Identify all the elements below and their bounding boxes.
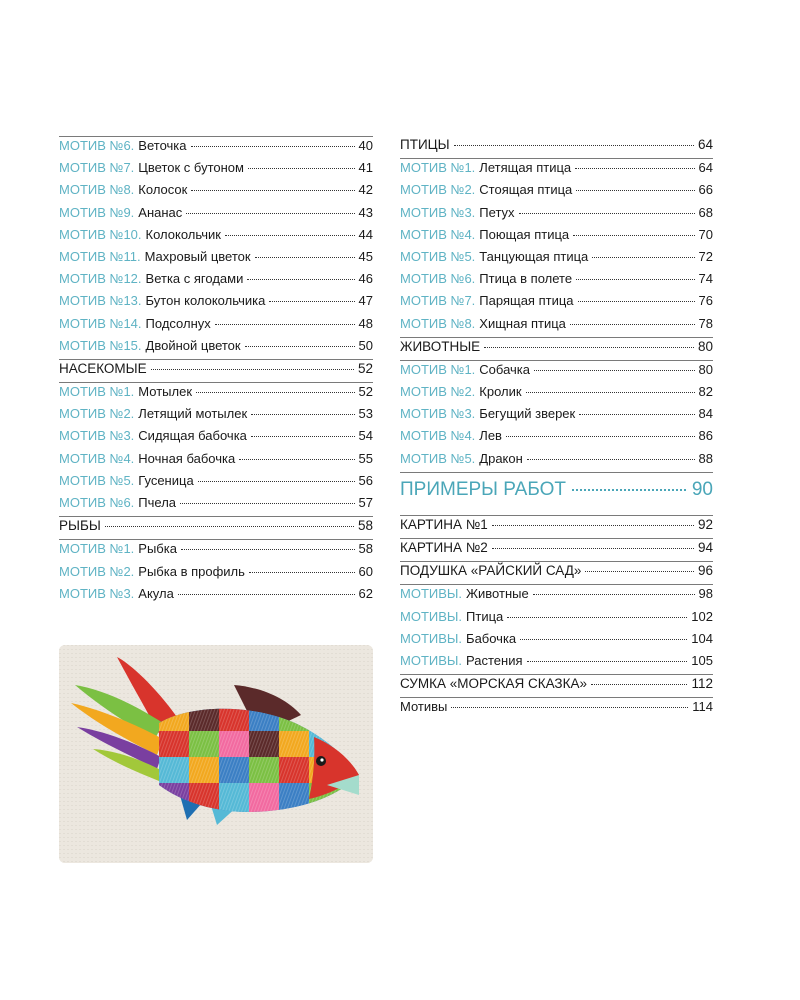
toc-page-number: 80 bbox=[697, 338, 713, 354]
toc-entry bbox=[400, 159, 713, 181]
dot-leader bbox=[585, 571, 694, 572]
toc-entry-title: Колокольчик bbox=[145, 226, 221, 242]
dot-leader bbox=[247, 279, 354, 280]
toc-entry-title: Рыбка bbox=[138, 541, 177, 557]
dot-leader bbox=[181, 549, 355, 550]
toc-entry bbox=[400, 652, 713, 674]
toc-page-number: 66 bbox=[698, 182, 713, 198]
toc-right-list bbox=[400, 136, 713, 721]
toc-page-number: 50 bbox=[358, 337, 373, 353]
dot-leader bbox=[248, 168, 355, 169]
toc-entry-title: Веточка bbox=[138, 138, 187, 153]
toc-page-number: 82 bbox=[698, 384, 713, 400]
toc-entry-title: Бегущий зверек bbox=[479, 406, 576, 422]
dot-leader bbox=[579, 414, 694, 415]
toc-section-title: КАРТИНА №1 bbox=[400, 516, 488, 532]
dot-leader bbox=[575, 168, 694, 169]
toc-page-number: 114 bbox=[692, 699, 713, 715]
toc-entry-title: Двойной цветок bbox=[145, 337, 241, 353]
toc-page-number: 74 bbox=[698, 271, 713, 287]
toc-section-title: ПТИЦЫ bbox=[400, 137, 450, 152]
dot-leader bbox=[484, 347, 694, 348]
toc-page-number: 96 bbox=[697, 563, 713, 579]
dot-leader bbox=[507, 617, 687, 618]
toc-page-number: 52 bbox=[358, 384, 373, 400]
toc-entry-prefix: МОТИВ №4. bbox=[400, 428, 476, 444]
toc-entry-title: Птица в полете bbox=[479, 271, 573, 287]
toc-entry bbox=[400, 361, 713, 383]
toc-entry bbox=[59, 337, 373, 359]
toc-entry-prefix: МОТИВ №3. bbox=[400, 204, 476, 220]
dot-leader bbox=[492, 548, 694, 549]
dot-leader bbox=[527, 459, 695, 460]
toc-entry bbox=[59, 315, 373, 337]
toc-entry bbox=[400, 181, 713, 203]
toc-entry bbox=[59, 563, 373, 585]
dot-leader bbox=[269, 301, 354, 302]
toc-entry-prefix: МОТИВ №5. bbox=[59, 472, 135, 488]
toc-entry-title: Собачка bbox=[479, 361, 530, 377]
toc-entry bbox=[59, 383, 373, 405]
toc-page-number: 98 bbox=[698, 586, 713, 602]
dot-leader bbox=[225, 235, 355, 236]
toc-page-number: 45 bbox=[358, 248, 373, 264]
dot-leader bbox=[492, 525, 694, 526]
dot-leader bbox=[105, 526, 354, 527]
dot-leader bbox=[526, 392, 695, 393]
embroidered-fish-illustration bbox=[59, 645, 373, 863]
toc-entry-prefix: МОТИВ №3. bbox=[59, 585, 135, 601]
toc-entry-prefix: МОТИВ №2. bbox=[400, 182, 476, 198]
toc-page-number: 40 bbox=[358, 138, 373, 153]
dot-leader bbox=[533, 594, 695, 595]
toc-entry-prefix: МОТИВ №12. bbox=[59, 271, 142, 287]
toc-entry bbox=[59, 472, 373, 494]
toc-section-header bbox=[59, 517, 373, 539]
toc-page-number: 64 bbox=[698, 160, 713, 176]
toc-page-number: 58 bbox=[358, 541, 373, 557]
toc-page-number: 41 bbox=[358, 160, 373, 176]
dot-leader bbox=[520, 639, 687, 640]
toc-page-number: 47 bbox=[358, 293, 373, 309]
toc-page-number: 94 bbox=[697, 540, 713, 555]
toc-entry-title: Лев bbox=[479, 428, 502, 444]
dot-leader bbox=[180, 503, 355, 504]
dot-leader bbox=[454, 145, 694, 146]
toc-page-number: 62 bbox=[358, 585, 373, 601]
toc-entry bbox=[59, 204, 373, 226]
toc-entry bbox=[400, 226, 713, 248]
toc-entry-prefix: МОТИВ №8. bbox=[59, 182, 135, 198]
toc-entry-title: Ананас bbox=[138, 204, 183, 220]
embroidered-fish-icon bbox=[59, 645, 373, 863]
dot-leader bbox=[573, 235, 694, 236]
toc-entry bbox=[400, 427, 713, 449]
toc-entry-title: Растения bbox=[466, 652, 523, 668]
dot-leader bbox=[191, 146, 355, 147]
toc-entry bbox=[59, 494, 373, 516]
toc-section-header bbox=[400, 562, 713, 584]
toc-entry bbox=[59, 405, 373, 427]
toc-entry-title: Подсолнух bbox=[145, 315, 211, 331]
dot-leader bbox=[572, 489, 686, 491]
dot-leader bbox=[534, 370, 695, 371]
toc-entry-prefix: МОТИВ №5. bbox=[400, 450, 476, 466]
toc-entry-title: Сидящая бабочка bbox=[138, 428, 247, 444]
toc-entry bbox=[400, 292, 713, 314]
toc-section-title: КАРТИНА №2 bbox=[400, 540, 488, 555]
toc-entry-prefix: МОТИВ №6. bbox=[59, 495, 135, 510]
dot-leader bbox=[239, 459, 354, 460]
toc-entry-title: Животные bbox=[466, 586, 529, 602]
toc-page-number: 72 bbox=[698, 248, 713, 264]
toc-page-number: 88 bbox=[698, 450, 713, 466]
toc-entry-prefix: МОТИВ №9. bbox=[59, 204, 135, 220]
examples-heading-page: 90 bbox=[691, 478, 713, 500]
examples-heading-title: ПРИМЕРЫ РАБОТ bbox=[400, 478, 566, 500]
dot-leader bbox=[570, 324, 695, 325]
toc-page-number: 112 bbox=[691, 676, 713, 692]
section-divider bbox=[400, 472, 713, 473]
toc-entry-prefix: МОТИВ №3. bbox=[59, 428, 135, 444]
dot-leader bbox=[198, 481, 355, 482]
toc-entry-title: Ветка с ягодами bbox=[145, 271, 244, 287]
toc-entry bbox=[59, 226, 373, 248]
toc-entry-prefix: МОТИВ №1. bbox=[400, 160, 476, 176]
dot-leader bbox=[519, 213, 695, 214]
toc-entry-title: Цветок с бутоном bbox=[138, 160, 244, 176]
dot-leader bbox=[249, 572, 355, 573]
toc-entry-title: Птица bbox=[466, 608, 504, 624]
toc-entry bbox=[59, 270, 373, 292]
toc-page-number: 44 bbox=[358, 226, 373, 242]
toc-page-number: 84 bbox=[698, 406, 713, 422]
toc-entry bbox=[59, 540, 373, 562]
toc-entry-title: Мотивы bbox=[400, 699, 448, 715]
toc-entry-prefix: МОТИВЫ. bbox=[400, 630, 463, 646]
toc-page-number: 76 bbox=[698, 293, 713, 309]
toc-entry-prefix: МОТИВ №2. bbox=[400, 384, 476, 400]
toc-entry bbox=[59, 292, 373, 314]
toc-entry-prefix: МОТИВ №14. bbox=[59, 315, 142, 331]
dot-leader bbox=[196, 392, 355, 393]
dot-leader bbox=[191, 190, 354, 191]
toc-entry bbox=[400, 630, 713, 652]
toc-entry-prefix: МОТИВ №1. bbox=[59, 541, 135, 557]
toc-entry-prefix: МОТИВЫ. bbox=[400, 652, 463, 668]
toc-entry-title: Летящий мотылек bbox=[138, 406, 248, 422]
toc-entry bbox=[400, 450, 713, 472]
toc-entry-prefix: МОТИВ №6. bbox=[400, 271, 476, 287]
toc-entry-title: Гусеница bbox=[138, 472, 194, 488]
dot-leader bbox=[576, 279, 694, 280]
toc-section-title: РЫБЫ bbox=[59, 518, 101, 534]
dot-leader bbox=[255, 257, 355, 258]
toc-entry-prefix: МОТИВ №1. bbox=[59, 384, 135, 400]
toc-entry-prefix: МОТИВ №7. bbox=[59, 160, 135, 176]
dot-leader bbox=[215, 324, 355, 325]
toc-page-number: 43 bbox=[358, 204, 373, 220]
dot-leader bbox=[186, 213, 354, 214]
toc-section-header bbox=[400, 136, 713, 158]
dot-leader bbox=[576, 190, 694, 191]
toc-entry-title: Бабочка bbox=[466, 630, 517, 646]
toc-page-number: 53 bbox=[358, 406, 373, 422]
toc-page-number: 52 bbox=[357, 360, 373, 376]
toc-section-title: ПОДУШКА «РАЙСКИЙ САД» bbox=[400, 563, 582, 579]
dot-leader bbox=[251, 414, 354, 415]
toc-entry-title: Танцующая птица bbox=[479, 248, 589, 264]
toc-page-number: 104 bbox=[691, 630, 713, 646]
dot-leader bbox=[245, 346, 355, 347]
toc-entry-prefix: МОТИВ №2. bbox=[59, 563, 135, 579]
toc-entry bbox=[59, 137, 373, 159]
toc-entry-prefix: МОТИВ №15. bbox=[59, 337, 142, 353]
toc-entry-title: Бутон колокольчика bbox=[145, 293, 266, 309]
dot-leader bbox=[506, 436, 695, 437]
dot-leader bbox=[592, 257, 694, 258]
dot-leader bbox=[591, 684, 688, 685]
toc-section-header bbox=[400, 338, 713, 360]
toc-entry-prefix: МОТИВ №3. bbox=[400, 406, 476, 422]
toc-section-title: СУМКА «МОРСКАЯ СКАЗКА» bbox=[400, 676, 587, 692]
toc-entry-title: Акула bbox=[138, 585, 174, 601]
toc-entry-title: Парящая птица bbox=[479, 293, 574, 309]
toc-page-number: 48 bbox=[358, 315, 373, 331]
toc-entry bbox=[400, 315, 713, 337]
toc-entry bbox=[400, 405, 713, 427]
toc-entry-title: Пчела bbox=[138, 495, 177, 510]
toc-entry bbox=[59, 427, 373, 449]
toc-entry-title: Дракон bbox=[479, 450, 523, 466]
toc-page-number: 80 bbox=[698, 361, 713, 377]
toc-page-number: 42 bbox=[358, 182, 373, 198]
toc-section-title: ЖИВОТНЫЕ bbox=[400, 338, 481, 354]
toc-page-number: 92 bbox=[697, 516, 713, 532]
toc-entry-prefix: МОТИВ №2. bbox=[59, 406, 135, 422]
toc-entry-title: Рыбка в профиль bbox=[138, 563, 245, 579]
toc-page-number: 46 bbox=[358, 271, 373, 287]
toc-entry bbox=[59, 585, 373, 607]
toc-entry-title: Хищная птица bbox=[479, 315, 566, 331]
toc-entry bbox=[400, 248, 713, 270]
toc-entry-prefix: МОТИВ №7. bbox=[400, 293, 476, 309]
toc-page-number: 60 bbox=[358, 563, 373, 579]
toc-entry-prefix: МОТИВ №6. bbox=[59, 138, 135, 153]
toc-entry-prefix: МОТИВЫ. bbox=[400, 586, 463, 602]
toc-entry-title: Поющая птица bbox=[479, 226, 570, 242]
toc-entry-title: Ночная бабочка bbox=[138, 450, 236, 466]
toc-page-number: 55 bbox=[358, 450, 373, 466]
toc-entry-prefix: МОТИВ №10. bbox=[59, 226, 142, 242]
toc-entry bbox=[400, 585, 713, 607]
toc-entry bbox=[59, 450, 373, 472]
dot-leader bbox=[251, 436, 355, 437]
toc-entry bbox=[59, 248, 373, 270]
toc-section-header bbox=[59, 360, 373, 382]
toc-page-number: 68 bbox=[698, 204, 713, 220]
toc-entry bbox=[400, 270, 713, 292]
toc-entry-prefix: МОТИВ №5. bbox=[400, 248, 476, 264]
toc-entry-title: Мотылек bbox=[138, 384, 193, 400]
toc-page-number: 70 bbox=[698, 226, 713, 242]
toc-entry-prefix: МОТИВ №4. bbox=[59, 450, 135, 466]
toc-entry-title: Кролик bbox=[479, 384, 522, 400]
toc-entry-title: Колосок bbox=[138, 182, 188, 198]
toc-page-number: 58 bbox=[357, 518, 373, 534]
toc-page-number: 105 bbox=[691, 652, 713, 668]
toc-section-header bbox=[400, 539, 713, 561]
toc-entry bbox=[59, 181, 373, 203]
toc-entry-prefix: МОТИВЫ. bbox=[400, 608, 463, 624]
toc-section-header bbox=[400, 516, 713, 538]
toc-page-number: 57 bbox=[358, 495, 373, 510]
toc-section-header bbox=[400, 675, 713, 697]
toc-entry-prefix: МОТИВ №8. bbox=[400, 315, 476, 331]
toc-entry bbox=[400, 383, 713, 405]
toc-entry-title: Петух bbox=[479, 204, 515, 220]
toc-entry-prefix: МОТИВ №11. bbox=[59, 248, 141, 264]
toc-page-number: 78 bbox=[698, 315, 713, 331]
toc-entry bbox=[400, 698, 713, 720]
examples-heading bbox=[400, 479, 713, 515]
toc-entry-title: Махровый цветок bbox=[144, 248, 251, 264]
toc-entry bbox=[59, 159, 373, 181]
toc-entry-prefix: МОТИВ №4. bbox=[400, 226, 476, 242]
dot-leader bbox=[178, 594, 355, 595]
toc-page-number: 102 bbox=[691, 608, 713, 624]
toc-entry bbox=[400, 608, 713, 630]
toc-left-list bbox=[59, 136, 373, 607]
toc-entry-prefix: МОТИВ №13. bbox=[59, 293, 142, 309]
toc-page-number: 86 bbox=[698, 428, 713, 444]
toc-page-number: 64 bbox=[697, 137, 713, 152]
dot-leader bbox=[151, 369, 354, 370]
toc-section-title: НАСЕКОМЫЕ bbox=[59, 360, 147, 376]
toc-entry-title: Летящая птица bbox=[479, 160, 572, 176]
toc-entry bbox=[400, 204, 713, 226]
toc-entry-title: Стоящая птица bbox=[479, 182, 573, 198]
toc-entry-prefix: МОТИВ №1. bbox=[400, 361, 476, 377]
dot-leader bbox=[578, 301, 695, 302]
dot-leader bbox=[451, 707, 688, 708]
toc-page-number: 54 bbox=[358, 428, 373, 444]
toc-page-number: 56 bbox=[358, 472, 373, 488]
dot-leader bbox=[527, 661, 688, 662]
